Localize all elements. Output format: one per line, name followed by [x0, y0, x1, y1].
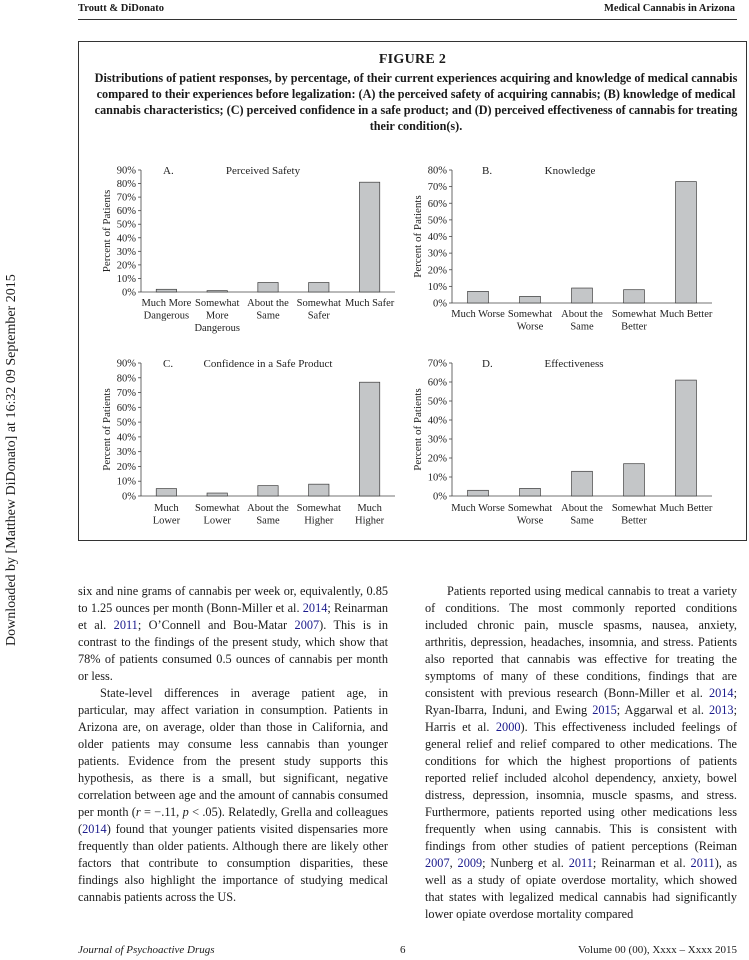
- y-tick-label: 40%: [427, 415, 447, 427]
- y-axis-title: Percent of Patients: [101, 189, 113, 273]
- category-label: Much Worse: [451, 503, 505, 514]
- y-tick-label: 70%: [116, 388, 136, 400]
- y-tick-label: 0%: [433, 298, 447, 310]
- category-label: Higher: [304, 515, 334, 527]
- figure-label: FIGURE 2: [378, 52, 447, 67]
- y-tick-label: 70%: [427, 182, 447, 194]
- category-label: Same: [256, 310, 280, 322]
- y-tick-label: 80%: [427, 165, 447, 177]
- panel-title: Effectiveness: [544, 358, 604, 370]
- y-tick-label: 80%: [116, 373, 136, 385]
- citation-year[interactable]: 2011: [113, 618, 138, 632]
- panel-title: Perceived Safety: [225, 165, 301, 177]
- chart-d-group: [412, 358, 713, 527]
- body-column-right: [425, 583, 737, 923]
- y-tick-label: 50%: [427, 396, 447, 408]
- category-label: Dangerous: [194, 323, 240, 334]
- bar-1: [468, 490, 489, 496]
- category-label: Much Better: [659, 309, 713, 320]
- bar-1: [468, 291, 489, 303]
- bar-5: [676, 182, 697, 303]
- y-tick-label: 70%: [116, 192, 136, 204]
- download-watermark: Downloaded by [Matthew DiDonato] at 16:32 09 September 2015: [4, 274, 19, 646]
- y-tick-label: 80%: [116, 179, 136, 191]
- paragraph-right-1: Patients reported using medical cannabis to treat a variety of conditions. The most commonly reported conditions included chronic pain, muscle spasms, nausea, anxiety, arthritis, depression, headaches, insomnia, and stress. Patients also reported that cannabis was effective for treating the symptoms of many of these conditions, findings that are consistent with previous research (Bonn-Miller et al. 2014; Ryan-Ibarra, Induni, and Ewing 2015; Aggarwal et al. 2013; Harris et al. 2000). This effectiveness included feelings of general relief and relief compared to other medications. The conditions for which the highest proportions of patients reported relief included alcohol dependency, anxiety, bowel distress, depression, insomnia, muscle spasms, and stress. Furthermore, patients reported using other medications less frequently when using cannabis. This is consistent with findings from other studies of patient perceptions (Reiman 2007, 2009; Nunberg et al. 2011; Reinarman et al. 2011), as well as a study of opiate overdose mortality, which showed that states with legalized medical cannabis had significantly lower opiate overdose mortality compared: [425, 584, 737, 921]
- y-tick-label: 0%: [122, 287, 136, 299]
- category-label: Dangerous: [143, 310, 190, 322]
- category-label: Much More: [141, 298, 192, 309]
- bar-4: [309, 283, 329, 292]
- y-tick-label: 60%: [116, 206, 136, 218]
- y-axis-title: Percent of Patients: [412, 195, 424, 278]
- category-label: Somewhat: [507, 503, 553, 514]
- y-tick-label: 30%: [427, 434, 447, 446]
- category-label: Much: [154, 503, 179, 514]
- bar-3: [572, 471, 593, 496]
- citation-year[interactable]: 2000: [495, 720, 521, 734]
- y-tick-label: 60%: [116, 402, 136, 414]
- category-label: Somewhat: [611, 309, 657, 320]
- panel-letter: B.: [482, 165, 493, 177]
- y-tick-label: 0%: [122, 491, 136, 503]
- bar-2: [520, 296, 541, 303]
- bar-2: [207, 493, 227, 496]
- category-label: Lower: [152, 515, 181, 527]
- running-header-title: Medical Cannabis in Arizona: [604, 3, 735, 14]
- panel-letter: A.: [163, 165, 174, 177]
- bar-5: [359, 182, 379, 292]
- category-label: Worse: [516, 515, 544, 527]
- y-tick-label: 50%: [116, 417, 136, 429]
- bar-4: [624, 290, 645, 303]
- citation-year[interactable]: 2007: [294, 618, 320, 632]
- category-label: Higher: [355, 515, 385, 527]
- y-tick-label: 50%: [427, 215, 447, 227]
- footer-journal: Journal of Psychoactive Drugs: [78, 944, 215, 956]
- category-label: About the: [247, 298, 289, 309]
- panel-letter: D.: [482, 358, 493, 370]
- citation-year[interactable]: 2013: [708, 703, 734, 717]
- y-tick-label: 30%: [116, 447, 136, 459]
- paragraph-left-2: State-level differences in average patient age, in particular, may affect variation in consumption. Patients in Arizona are, on average, older than those in California, and older patients may consume less cannabis than younger patients. Evidence from the present study supports this hypothesis, as there is a small, but significant, negative correlation between age and the amount of cannabis consumed per month (r = −.11, p < .05). Relatedly, Grella and colleagues (2014) found that younger patients visited dispensaries more frequently than older patients. Although there are likely other factors that contribute to consumption disparities, these findings also highlight the importance of studying medical cannabis patients across the US.: [78, 686, 388, 904]
- category-label: Safer: [307, 310, 330, 322]
- y-tick-label: 10%: [427, 472, 447, 484]
- bar-5: [359, 382, 379, 496]
- y-axis-title: Percent of Patients: [412, 388, 424, 471]
- bar-4: [309, 484, 329, 496]
- citation-year[interactable]: 2011: [568, 856, 593, 870]
- category-label: Much: [357, 503, 382, 514]
- y-tick-label: 50%: [116, 219, 136, 231]
- y-tick-label: 20%: [116, 260, 136, 272]
- bar-1: [156, 489, 176, 496]
- citation-year[interactable]: 2009: [457, 856, 483, 870]
- category-label: Somewhat: [296, 298, 341, 309]
- footer-page-number: 6: [400, 944, 406, 956]
- running-header-authors: Troutt & DiDonato: [78, 3, 164, 14]
- y-tick-label: 40%: [116, 233, 136, 245]
- citation-year[interactable]: 2011: [690, 856, 715, 870]
- y-tick-label: 10%: [427, 281, 447, 293]
- body-column-left: [78, 583, 388, 906]
- citation-year[interactable]: 2014: [708, 686, 734, 700]
- category-label: Much Safer: [344, 298, 395, 309]
- bar-1: [156, 289, 176, 292]
- chart-c-group: [101, 358, 395, 527]
- footer-volume: Volume 00 (00), Xxxx – Xxxx 2015: [578, 944, 737, 956]
- y-tick-label: 0%: [433, 491, 447, 503]
- category-label: Same: [570, 321, 594, 333]
- category-label: Much Worse: [451, 309, 505, 320]
- panel-letter: C.: [163, 358, 174, 370]
- category-label: Much Better: [659, 503, 713, 514]
- y-tick-label: 20%: [116, 461, 136, 473]
- category-label: Worse: [516, 321, 544, 333]
- category-label: Same: [570, 515, 594, 527]
- y-tick-label: 20%: [427, 265, 447, 277]
- chart-a-group: [101, 165, 395, 334]
- category-label: Somewhat: [611, 503, 657, 514]
- y-tick-label: 30%: [116, 246, 136, 258]
- italic-symbol: p: [182, 805, 189, 819]
- panel-title: Knowledge: [544, 165, 596, 177]
- figure-caption: Distributions of patient responses, by percentage, of their current experiences acquiring and knowledge of medical cannabis compared to their experiences before legalization: (A) the perceived safety of acquiring cannabis; (B) knowledge of medical cannabis characteristics; (C) perceived confidence in a safe product; and (D) perceived effectiveness of cannabis for treating their condition(s).: [94, 71, 738, 133]
- bar-2: [520, 488, 541, 496]
- bar-3: [258, 486, 278, 496]
- category-label: Somewhat: [296, 503, 341, 514]
- citation-year[interactable]: 2014: [82, 822, 107, 836]
- category-label: More: [205, 310, 229, 322]
- y-tick-label: 40%: [116, 432, 136, 444]
- y-tick-label: 20%: [427, 453, 447, 465]
- citation-year[interactable]: 2014: [302, 601, 328, 615]
- y-tick-label: 90%: [116, 165, 136, 177]
- category-label: About the: [561, 309, 603, 320]
- citation-year[interactable]: 2015: [592, 703, 617, 717]
- y-axis-title: Percent of Patients: [101, 388, 113, 471]
- y-tick-label: 10%: [116, 476, 136, 488]
- category-label: Somewhat: [195, 298, 240, 309]
- category-label: Same: [256, 515, 280, 527]
- bar-5: [676, 380, 697, 496]
- category-label: Somewhat: [195, 503, 240, 514]
- category-label: Lower: [203, 515, 231, 527]
- chart-b-group: [412, 165, 713, 333]
- paragraph-left-1: six and nine grams of cannabis per week or, equivalently, 0.85 to 1.25 ounces per month (Bonn-Miller et al. 2014; Reinarman et al. 2011; O’Connell and Bou-Matar 2007). This is in contrast to the findings of the present study, which show that 78% of patients consumed 0.5 ounces of cannabis per month or less.: [78, 584, 388, 683]
- category-label: About the: [561, 503, 603, 514]
- category-label: Better: [621, 321, 647, 333]
- y-tick-label: 60%: [427, 377, 447, 389]
- y-tick-label: 40%: [427, 232, 447, 243]
- bar-3: [572, 288, 593, 303]
- panel-title: Confidence in a Safe Product: [203, 358, 333, 370]
- bar-3: [258, 283, 278, 292]
- y-tick-label: 90%: [116, 358, 136, 370]
- category-label: About the: [247, 503, 289, 514]
- citation-year[interactable]: 2007: [425, 856, 450, 870]
- y-tick-label: 30%: [427, 248, 447, 260]
- category-label: Somewhat: [507, 309, 553, 320]
- y-tick-label: 70%: [427, 358, 447, 370]
- y-tick-label: 10%: [116, 273, 136, 285]
- category-label: Better: [621, 515, 647, 527]
- italic-symbol: r: [135, 805, 141, 819]
- bar-4: [624, 464, 645, 496]
- y-tick-label: 60%: [427, 198, 447, 210]
- bar-2: [207, 291, 227, 292]
